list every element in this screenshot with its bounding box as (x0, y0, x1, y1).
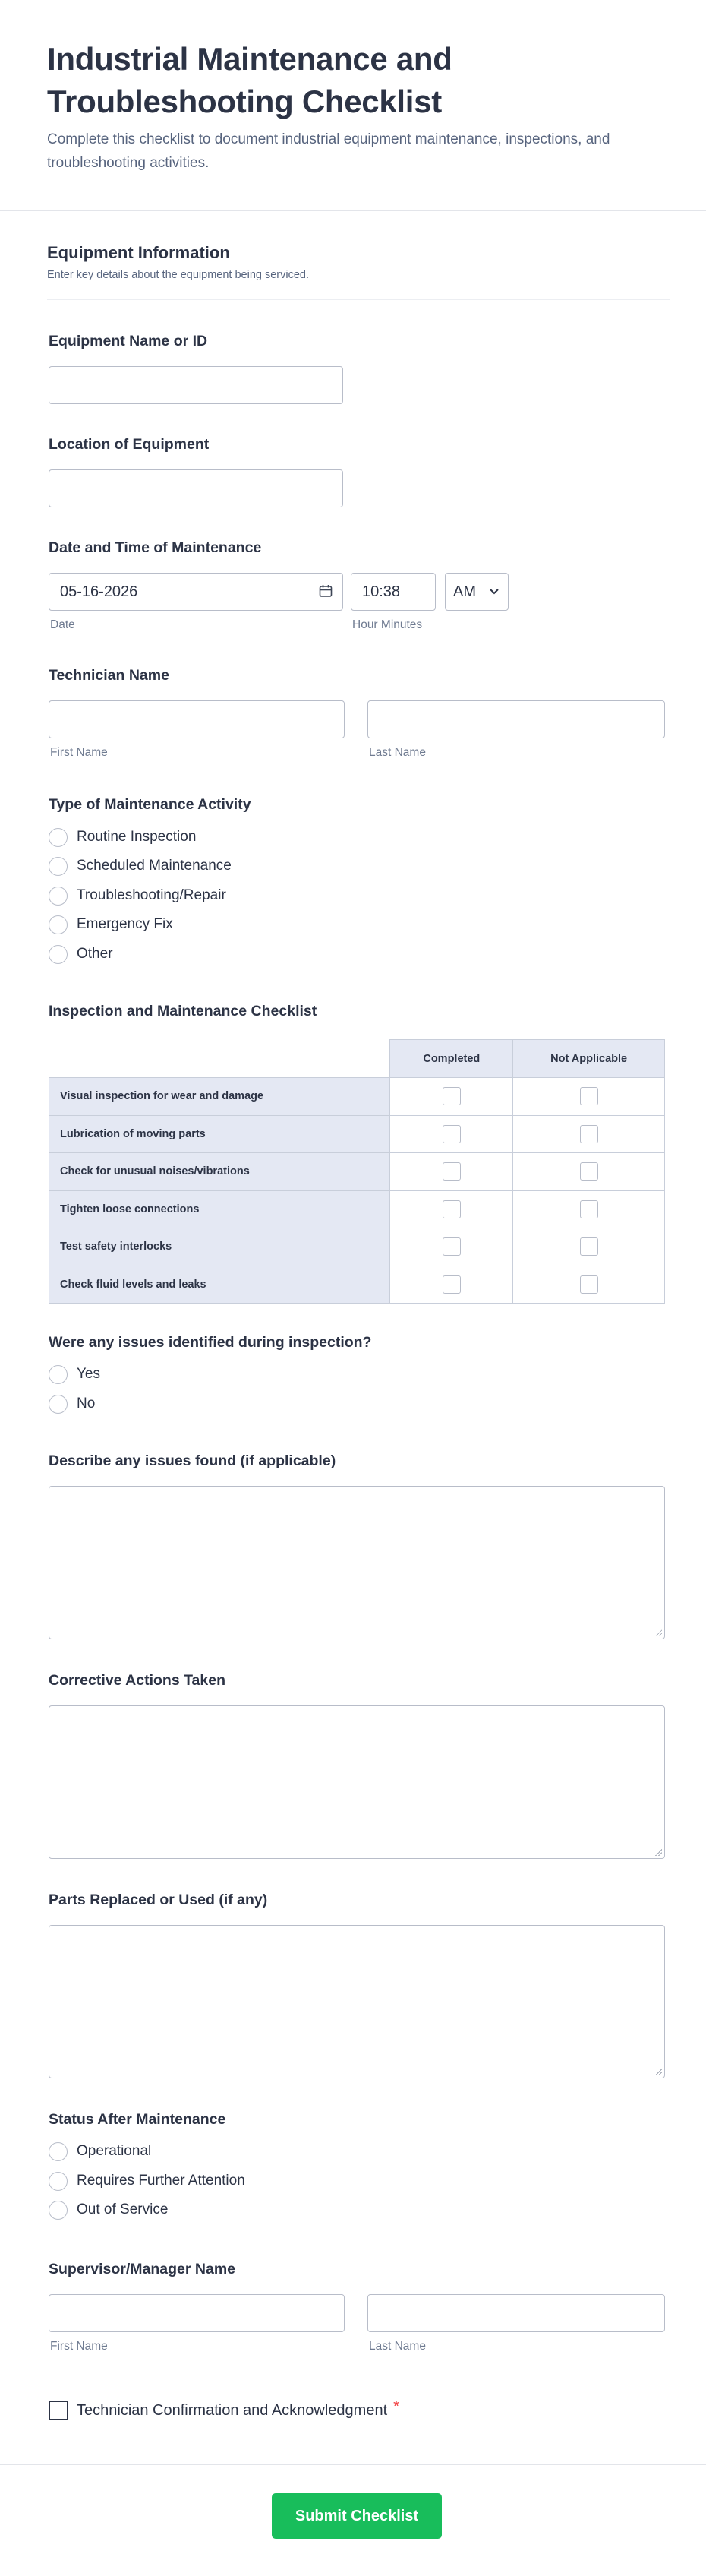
supervisor-last-name-sublabel: Last Name (369, 2340, 426, 2353)
issues-option-no[interactable] (49, 1392, 95, 1415)
submit-button[interactable]: Submit Checklist (272, 2493, 442, 2539)
matrix-cell (513, 1115, 665, 1153)
location-input[interactable] (49, 469, 343, 507)
technician-first-name-input[interactable] (49, 700, 345, 738)
checklist-field (49, 1003, 665, 1307)
radio-button[interactable] (49, 1365, 68, 1384)
activity-option-emergency-fix[interactable] (49, 913, 173, 936)
radio-button[interactable] (49, 887, 68, 906)
form-title: Industrial Maintenance and Troubleshooting Checklist (47, 41, 452, 119)
issues-found-label: Describe any issues found (if applicable) (49, 1452, 336, 1469)
matrix-cell (513, 1266, 665, 1304)
radio-label: Emergency Fix (77, 916, 173, 932)
location-field (49, 436, 665, 512)
activity-type-field (49, 796, 665, 971)
activity-option-routine-inspection[interactable] (49, 826, 196, 849)
parts-replaced-label: Parts Replaced or Used (if any) (49, 1892, 268, 1908)
matrix-cell (390, 1115, 513, 1153)
checklist-matrix (49, 1039, 665, 1304)
issues-identified-label: Were any issues identified during inspection? (49, 1334, 372, 1351)
issues-found-field (49, 1452, 665, 1642)
completed-checkbox[interactable] (443, 1125, 461, 1143)
status-option-out-of-service[interactable] (49, 2198, 168, 2221)
radio-button[interactable] (49, 945, 68, 964)
section-title: Equipment Information (47, 243, 230, 262)
matrix-column-not-applicable: Not Applicable (513, 1040, 665, 1078)
matrix-cell (513, 1078, 665, 1116)
supervisor-last-name-input[interactable] (367, 2294, 665, 2332)
technician-first-name-sublabel: First Name (50, 746, 108, 759)
date-sublabel: Date (50, 618, 75, 631)
section-divider (47, 299, 670, 300)
form-subtitle: Complete this checklist to document industrial equipment maintenance, inspections, and troubleshooting activities. (47, 131, 610, 171)
matrix-cell (513, 1190, 665, 1228)
radio-button[interactable] (49, 915, 68, 934)
footer-divider (0, 2464, 706, 2465)
calendar-icon[interactable] (318, 583, 333, 599)
matrix-row-label: Tighten loose connections (49, 1190, 390, 1228)
matrix-cell (513, 1153, 665, 1191)
completed-checkbox[interactable] (443, 1200, 461, 1218)
matrix-row (49, 1078, 665, 1116)
radio-button[interactable] (49, 2201, 68, 2220)
supervisor-first-name-sublabel: First Name (50, 2340, 108, 2353)
acknowledgment-label: Technician Confirmation and Acknowledgment (77, 2401, 388, 2419)
matrix-row (49, 1190, 665, 1228)
supervisor-name-field (49, 2261, 665, 2359)
completed-checkbox[interactable] (443, 1275, 461, 1294)
completed-checkbox[interactable] (443, 1237, 461, 1256)
not-applicable-checkbox[interactable] (580, 1162, 598, 1181)
radio-button[interactable] (49, 828, 68, 847)
matrix-cell (390, 1228, 513, 1266)
technician-name-label: Technician Name (49, 667, 169, 684)
radio-label: Routine Inspection (77, 829, 197, 845)
date-input[interactable] (49, 573, 343, 611)
ampm-value: AM (453, 583, 476, 600)
radio-label: Out of Service (77, 2201, 169, 2217)
not-applicable-checkbox[interactable] (580, 1200, 598, 1218)
radio-button[interactable] (49, 2142, 68, 2161)
chevron-down-icon (490, 589, 499, 595)
radio-label: Other (77, 946, 113, 962)
equipment-name-field (49, 333, 665, 409)
activity-option-scheduled-maintenance[interactable] (49, 855, 232, 877)
status-option-operational[interactable] (49, 2140, 151, 2163)
matrix-row (49, 1115, 665, 1153)
not-applicable-checkbox[interactable] (580, 1125, 598, 1143)
corrective-actions-label: Corrective Actions Taken (49, 1672, 225, 1689)
time-sublabel: Hour Minutes (352, 618, 423, 631)
matrix-cell (390, 1190, 513, 1228)
matrix-row-label: Check for unusual noises/vibrations (49, 1153, 390, 1191)
checklist-label: Inspection and Maintenance Checklist (49, 1003, 317, 1019)
corrective-actions-textarea[interactable] (49, 1705, 665, 1859)
not-applicable-checkbox[interactable] (580, 1275, 598, 1294)
technician-name-field (49, 667, 665, 766)
status-option-requires-attention[interactable] (49, 2170, 245, 2192)
completed-checkbox[interactable] (443, 1087, 461, 1105)
matrix-row-label: Lubrication of moving parts (49, 1115, 390, 1153)
activity-type-label: Type of Maintenance Activity (49, 796, 251, 813)
matrix-cell (513, 1228, 665, 1266)
activity-option-other[interactable] (49, 943, 113, 966)
matrix-cell (390, 1153, 513, 1191)
radio-label: Scheduled Maintenance (77, 858, 232, 874)
completed-checkbox[interactable] (443, 1162, 461, 1181)
not-applicable-checkbox[interactable] (580, 1087, 598, 1105)
matrix-row-label: Test safety interlocks (49, 1228, 390, 1266)
technician-last-name-input[interactable] (367, 700, 665, 738)
datetime-label: Date and Time of Maintenance (49, 539, 262, 556)
corrective-actions-field (49, 1672, 665, 1862)
radio-label: Operational (77, 2143, 152, 2159)
not-applicable-checkbox[interactable] (580, 1237, 598, 1256)
status-after-label: Status After Maintenance (49, 2111, 226, 2128)
datetime-field (49, 539, 665, 638)
form-header (0, 0, 706, 211)
location-label: Location of Equipment (49, 436, 210, 453)
matrix-row (49, 1153, 665, 1191)
radio-button[interactable] (49, 2172, 68, 2191)
matrix-cell (390, 1266, 513, 1304)
parts-replaced-textarea[interactable] (49, 1925, 665, 2078)
section-equipment-information (0, 211, 706, 301)
time-input[interactable]: 10:38 (351, 573, 436, 611)
issues-identified-field (49, 1334, 665, 1418)
status-after-field (49, 2111, 665, 2233)
parts-replaced-field (49, 1892, 665, 2081)
supervisor-name-label: Supervisor/Manager Name (49, 2261, 236, 2277)
radio-label: Yes (77, 1366, 100, 1382)
resize-handle-icon[interactable] (654, 2068, 662, 2075)
activity-option-troubleshooting-repair[interactable] (49, 884, 226, 907)
radio-label: Troubleshooting/Repair (77, 887, 226, 903)
radio-label: Requires Further Attention (77, 2173, 245, 2189)
technician-last-name-sublabel: Last Name (369, 746, 426, 759)
matrix-row-label: Check fluid levels and leaks (49, 1266, 390, 1304)
matrix-corner (49, 1040, 390, 1078)
radio-button[interactable] (49, 1395, 68, 1414)
issues-option-yes[interactable] (49, 1363, 100, 1386)
required-asterisk: * (393, 2397, 399, 2415)
supervisor-first-name-input[interactable] (49, 2294, 345, 2332)
resize-handle-icon[interactable] (654, 1629, 662, 1636)
matrix-cell (390, 1078, 513, 1116)
equipment-name-input[interactable] (49, 366, 343, 404)
section-description: Enter key details about the equipment being serviced. (47, 269, 309, 281)
radio-button[interactable] (49, 857, 68, 876)
equipment-name-label: Equipment Name or ID (49, 333, 208, 349)
acknowledgment-checkbox[interactable] (49, 2401, 68, 2420)
acknowledgment-field[interactable] (49, 2397, 665, 2423)
radio-label: No (77, 1395, 96, 1411)
matrix-row (49, 1266, 665, 1304)
ampm-select[interactable] (445, 573, 509, 611)
resize-handle-icon[interactable] (654, 1848, 662, 1856)
issues-found-textarea[interactable] (49, 1486, 665, 1639)
matrix-row (49, 1228, 665, 1266)
matrix-row-label: Visual inspection for wear and damage (49, 1078, 390, 1116)
date-value: 05-16-2026 (60, 583, 138, 600)
matrix-column-completed: Completed (390, 1040, 513, 1078)
